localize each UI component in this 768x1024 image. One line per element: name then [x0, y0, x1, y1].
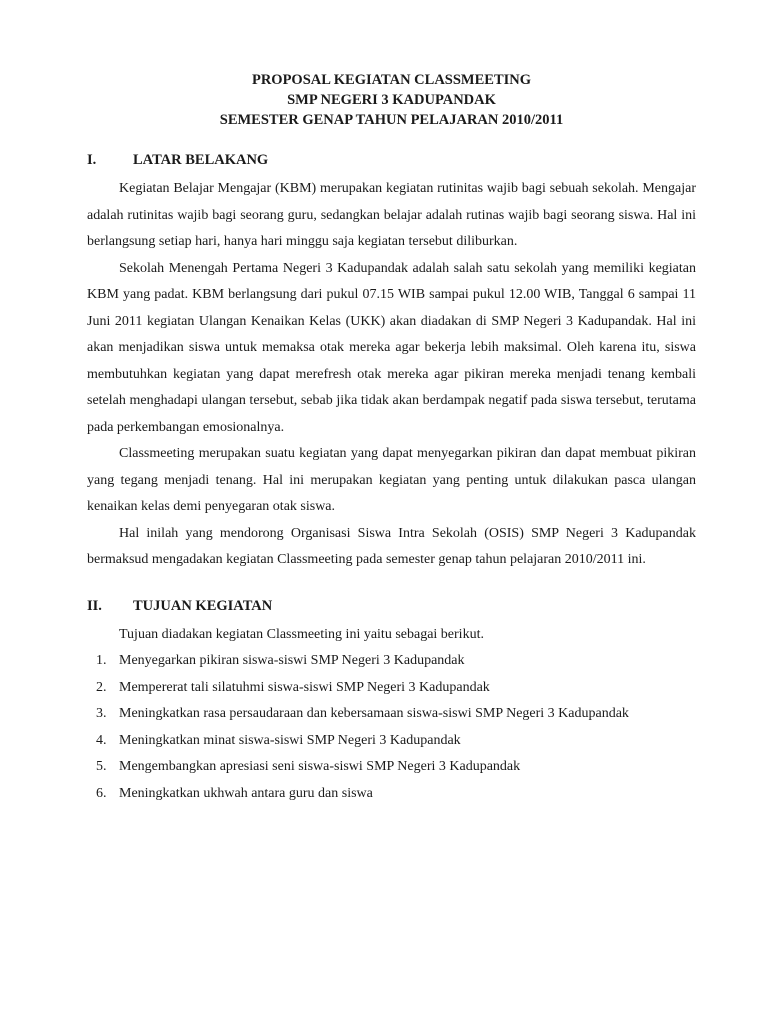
goals-list	[87, 648, 696, 807]
paragraph: Kegiatan Belajar Mengajar (KBM) merupakan kegiatan rutinitas wajib bagi sebuah sekolah. Mengajar adalah rutinitas wajib bagi seorang guru, sedangkan belajar adalah rutinas wajib bagi seorang siswa. Hal ini berlangsung setiap hari, hanya hari minggu saja kegiatan tersebut diliburkan.	[87, 181, 696, 249]
list-item	[87, 728, 696, 755]
item-number: 4.	[96, 732, 107, 748]
item-number: 5.	[96, 759, 107, 774]
item-number: 2.	[96, 679, 107, 695]
list-item	[87, 648, 696, 675]
section-heading	[87, 596, 696, 616]
section-title: LATAR BELAKANG	[133, 152, 269, 168]
title-line-1: PROPOSAL KEGIATAN CLASSMEETING	[251, 72, 532, 88]
section-tujuan-kegiatan	[87, 596, 696, 808]
list-item	[87, 675, 696, 702]
list-item	[87, 781, 696, 808]
paragraph: Sekolah Menengah Pertama Negeri 3 Kadupandak adalah salah satu sekolah yang memiliki kegiatan KBM yang padat. KBM berlangsung dari pukul 07.15 WIB sampai pukul 12.00 WIB, Tanggal 6 sampai 11 Juni 2011 kegiatan Ulangan Kenaikan Kelas (UKK) akan diadakan di SMP Negeri 3 Kadupandak. Hal ini akan menjadikan siswa untuk memaksa otak mereka agar bekerja lebih maksimal. Oleh karena itu, siswa membutuhkan kegiatan yang dapat merefresh otak mereka agar pikiran mereka menjadi tenang kembali setelah menghadapi ulangan tersebut, sebab jika tidak akan berdampak negatif pada siswa tersebut, terutama pada perkembangan emosionalnya.	[87, 260, 696, 435]
section-latar-belakang	[87, 150, 696, 574]
title-line-3: SEMESTER GENAP TAHUN PELAJARAN 2010/2011	[219, 112, 564, 128]
paragraph: Hal inilah yang mendorong Organisasi Siswa Intra Sekolah (OSIS) SMP Negeri 3 Kadupandak bermaksud mengadakan kegiatan Classmeeting pada semester genap tahun pelajaran 2010/2011 ini.	[87, 525, 696, 567]
section-number: II.	[87, 597, 102, 614]
list-item	[87, 754, 696, 781]
paragraph: Classmeeting merupakan suatu kegiatan yang dapat menyegarkan pikiran dan dapat membuat pikiran yang tegang menjadi tenang. Hal ini merupakan kegiatan yang penting untuk dilakukan pasca ulangan kenaikan kelas demi penyegaran otak siswa.	[87, 446, 696, 514]
section-title: TUJUAN KEGIATAN	[133, 597, 273, 614]
item-text: Mengembangkan apresiasi seni siswa-siswi SMP Negeri 3 Kadupandak	[119, 759, 521, 774]
item-text: Mempererat tali silatuhmi siswa-siswi SMP Negeri 3 Kadupandak	[119, 679, 490, 695]
section-heading	[87, 150, 696, 170]
item-text: Meningkatkan minat siswa-siswi SMP Negeri 3 Kadupandak	[119, 732, 461, 748]
list-intro: Tujuan diadakan kegiatan Classmeeting ini yaitu sebagai berikut.	[119, 626, 484, 642]
document-title	[87, 70, 696, 130]
item-text: Meningkatkan rasa persaudaraan dan kebersamaan siswa-siswi SMP Negeri 3 Kadupandak	[119, 706, 629, 721]
item-text: Menyegarkan pikiran siswa-siswi SMP Negeri 3 Kadupandak	[119, 653, 465, 668]
item-number: 3.	[96, 706, 107, 721]
item-text: Meningkatkan ukhwah antara guru dan siswa	[119, 785, 373, 801]
item-number: 1.	[96, 653, 107, 668]
item-number: 6.	[96, 785, 107, 801]
title-line-2: SMP NEGERI 3 KADUPANDAK	[287, 92, 496, 108]
list-item	[87, 701, 696, 728]
section-number: I.	[87, 152, 97, 168]
